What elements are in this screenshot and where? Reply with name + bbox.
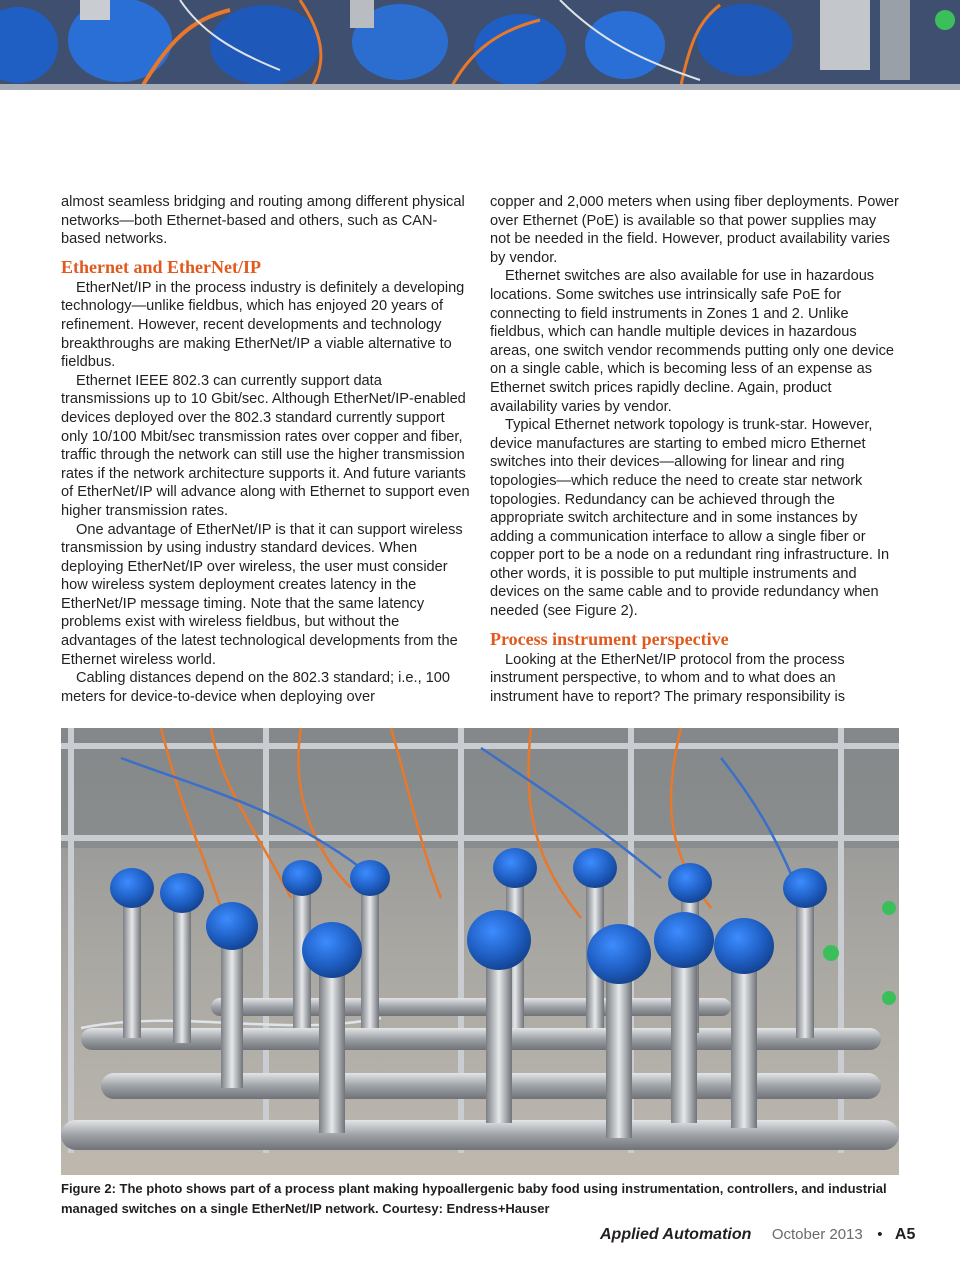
header-photo-banner (0, 0, 960, 90)
paragraph: copper and 2,000 meters when using fiber deployments. Power over Ethernet (PoE) is available so that power supplies may not be needed in the field. However, product availability varies by vendor. (490, 194, 899, 266)
paragraph: Looking at the EtherNet/IP protocol from the process instrument perspective, to whom and to what does an instrument have to report? The primary responsibility is (490, 651, 845, 705)
publication-name: Applied Automation (600, 1226, 752, 1243)
paragraph: Cabling distances depend on the 802.3 standard; i.e., 100 meters for device-to-device when deploying over (61, 670, 451, 705)
right-text-column (490, 193, 900, 706)
figure-2-photo (61, 728, 899, 1175)
paragraph: almost seamless bridging and routing among different physical networks—both Ethernet-based and others, such as CAN-based networks. (61, 194, 465, 248)
figure-label: Figure 2: (61, 1181, 116, 1196)
page-number: A5 (894, 1226, 916, 1243)
process-plant-photo (61, 728, 899, 1175)
paragraph: Typical Ethernet network topology is trunk-star. However, device manufactures are starting to embed micro Ethernet switches into their devices—allowing for linear and ring topologies—which reduce the need to create star network topologies. Redundancy can be achieved through the appropriate switch architecture and in some instances by adding a communication interface to allow a single fiber or copper port to be a node on a redundant ring infrastructure. In other words, it is possible to put multiple instruments and devices on the same cable and to provide redundancy when needed (see Figure 2). (490, 417, 890, 620)
section-heading-ethernet: Ethernet and EtherNet/IP (61, 256, 261, 277)
paragraph: EtherNet/IP in the process industry is definitely a developing technology—unlike fieldbus, which has enjoyed 20 years of refinement. However, recent developments and technology breakthroughs are making EtherNet/IP a viable alternative to fieldbus. (61, 279, 465, 371)
header-photo (0, 0, 960, 90)
paragraph: Ethernet switches are also available for use in hazardous locations. Some switches use intrinsically safe PoE for connecting to field instruments in Zones 1 and 2. Unlike fieldbus, which can handle multiple devices in hazardous areas, one switch vendor recommends putting only one device on a single cable, which is becoming less of an expense as Ethernet switch prices rapidly decline. Again, product availability varies by vendor. (490, 268, 894, 415)
section-heading-process-instrument: Process instrument perspective (490, 628, 729, 649)
figure-caption-text: The photo shows part of a process plant making hypoallergenic baby food using instrumentation, controllers, and industrial managed switches on a single EtherNet/IP network. Courtesy: Endress+Hauser (61, 1181, 887, 1216)
left-text-column (61, 193, 473, 706)
paragraph: Ethernet IEEE 802.3 can currently support data transmissions up to 10 Gbit/sec. Although EtherNet/IP-enabled devices deployed over the 802.3 standard currently support only 10/100 Mbit/sec transmission rates over copper and fiber, traffic through the network can still use the higher transmission rates if the network architecture supports it. And future variants of EtherNet/IP will advance along with Ethernet to support even higher transmission rates. (61, 372, 470, 519)
paragraph: One advantage of EtherNet/IP is that it can support wireless transmission by using industry standard devices. When deploying EtherNet/IP over wireless, the user must consider how wireless system deployment creates latency in the EtherNet/IP message timing. Note that the same latency problems exist with wireless fieldbus, but without the advantages of the latest technological developments from the Ethernet wireless world. (61, 521, 463, 668)
page-footer (600, 1226, 916, 1250)
issue-date: October 2013 (771, 1226, 863, 1243)
footer-bullet: • (877, 1226, 883, 1243)
figure-caption (61, 1179, 901, 1219)
